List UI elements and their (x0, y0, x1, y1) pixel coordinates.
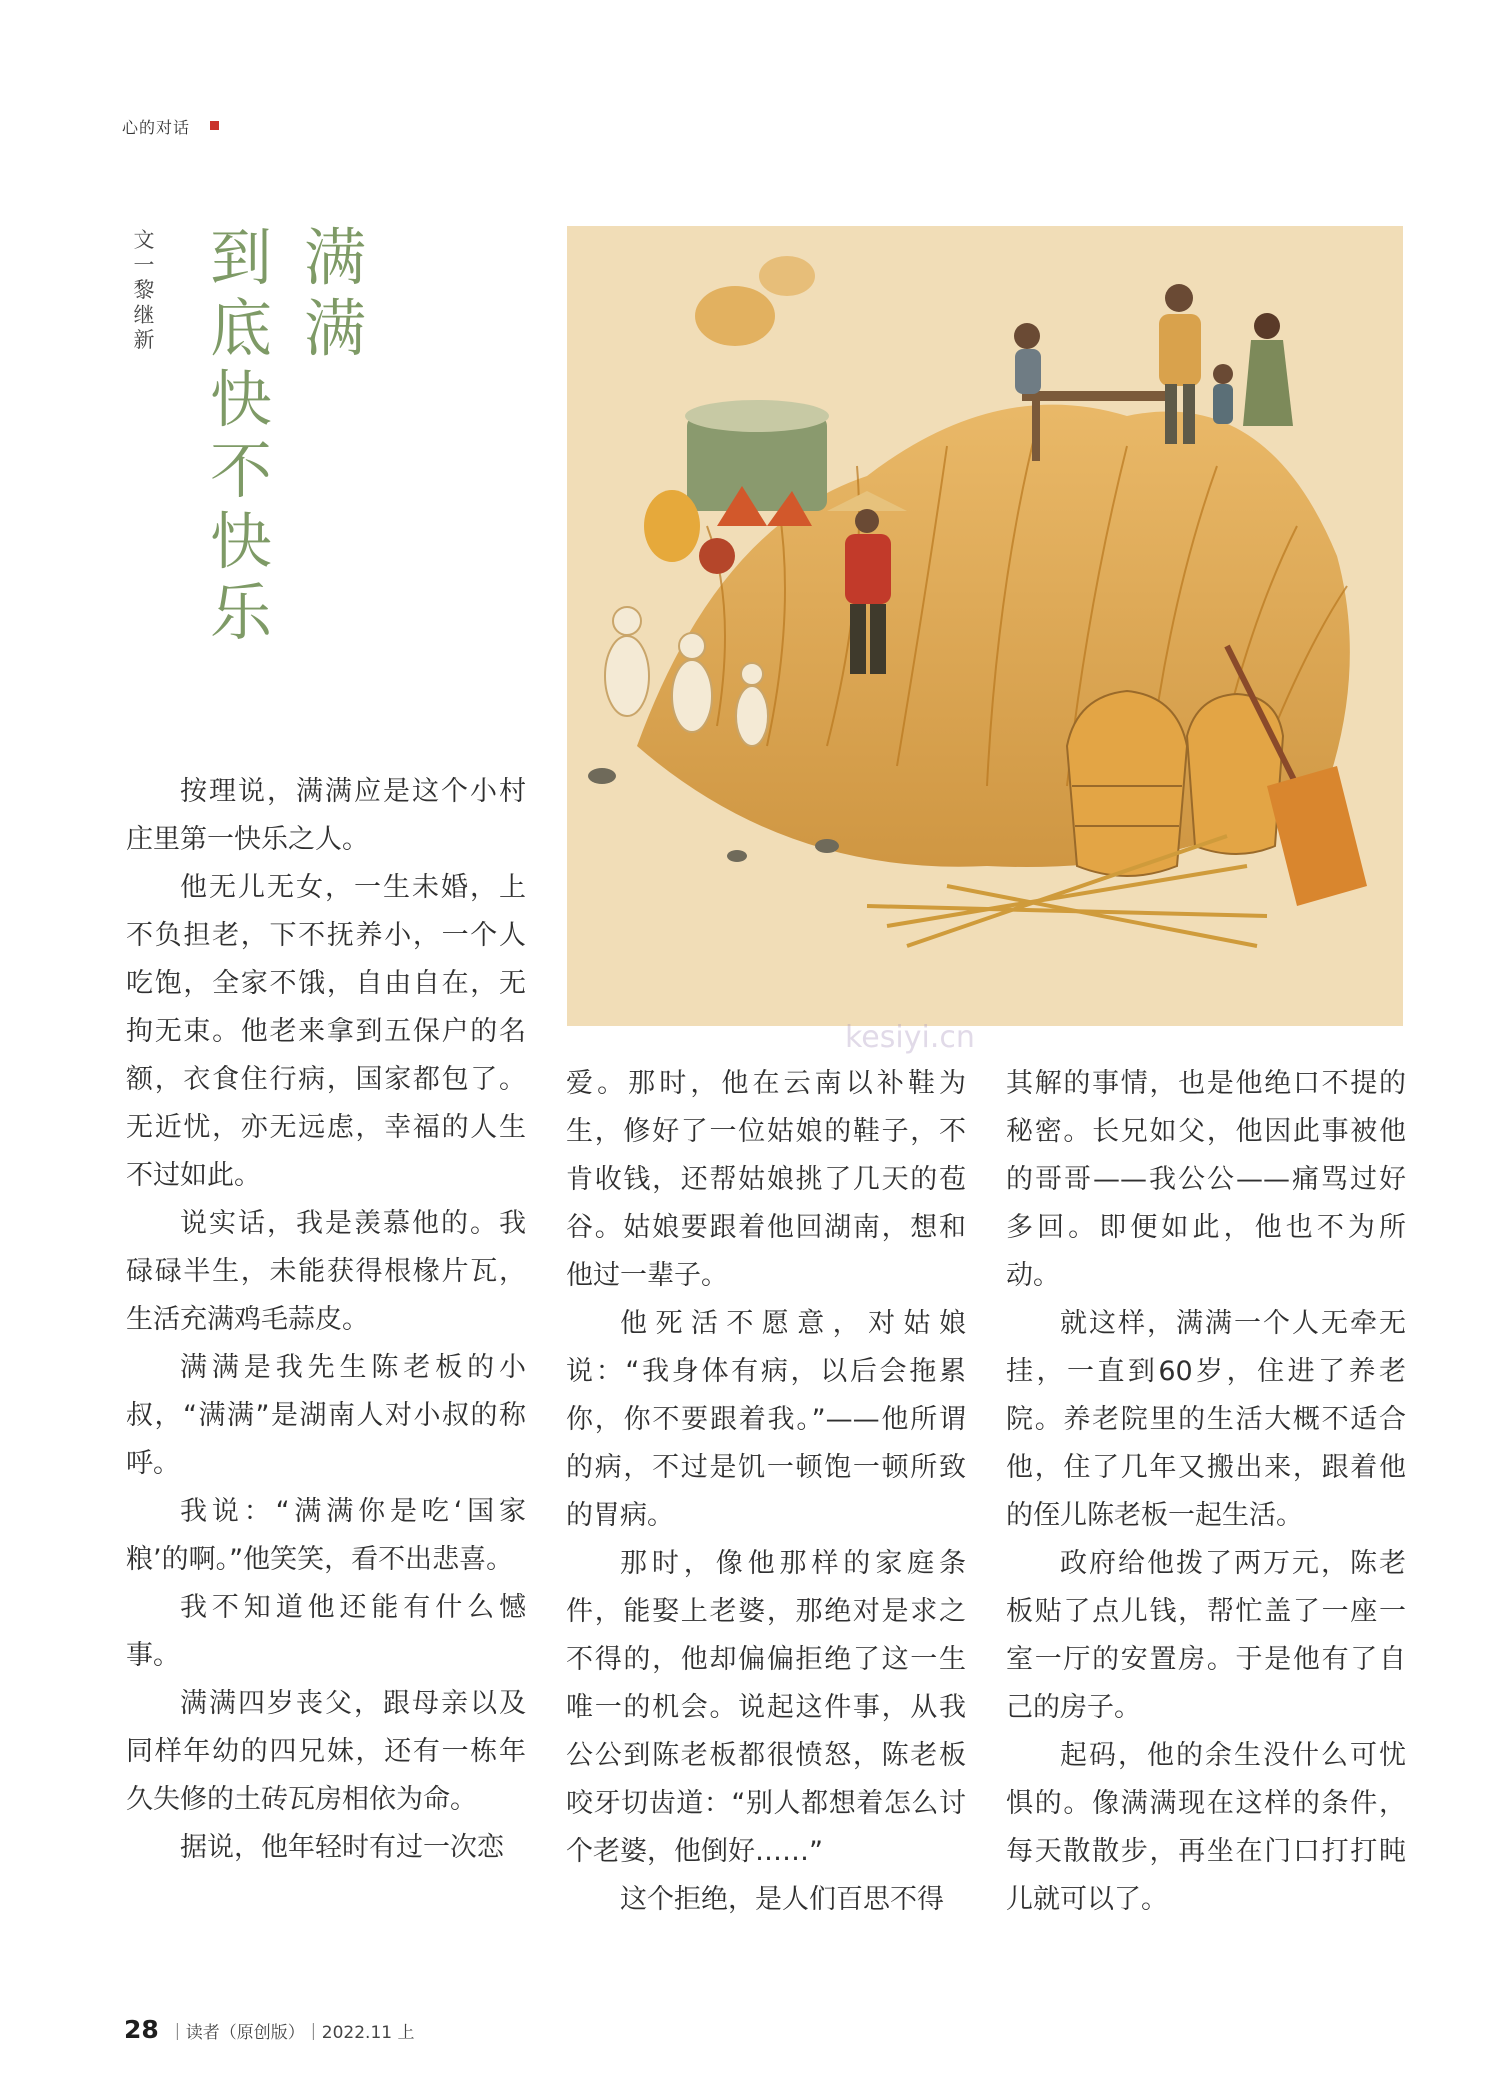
paragraph: 我说：“满满你是吃‘国家粮’的啊。”他笑笑，看不出悲喜。 (126, 1496, 526, 1575)
section-mark (210, 121, 219, 130)
paragraph: 他死活不愿意，对姑娘说：“我身体有病，以后会拖累你，你不要跟着我。”——他所谓的病，不过是饥一顿饱一顿所致的胃病。 (566, 1308, 966, 1531)
page-footer (124, 2015, 415, 2044)
paragraph: 满满是我先生陈老板的小叔，“满满”是湖南人对小叔的称呼。 (126, 1352, 526, 1479)
paragraph: 那时，像他那样的家庭条件，能娶上老婆，那绝对是求之不得的，他却偏偏拒绝了这一生唯一的机会。说起这件事，从我公公到陈老板都很愤怒，陈老板咬牙切齿道：“别人都想着怎么讨个老婆，他倒好……” (566, 1548, 966, 1867)
paragraph: 政府给他拨了两万元，陈老板贴了点儿钱，帮忙盖了一座一室一厅的安置房。于是他有了自己的房子。 (1006, 1548, 1406, 1723)
paragraph-continued: 其解的事情，也是他绝口不提的秘密。长兄如父，他因此事被他的哥哥——我公公——痛骂过好多回。即便如此，他也不为所动。 (1006, 1068, 1406, 1291)
paragraph: 按理说，满满应是这个小村庄里第一快乐之人。 (126, 776, 526, 855)
cooking-pot-icon (685, 400, 829, 526)
paragraph-continued: 爱。那时，他在云南以补鞋为生，修好了一位姑娘的鞋子，不肯收钱，还帮姑娘挑了几天的苞谷。姑娘要跟着他回湖南，想和他过一辈子。 (566, 1068, 966, 1291)
harvest-scene-illustration (567, 226, 1403, 1026)
article-illustration (567, 226, 1403, 1026)
paragraph: 满满四岁丧父，跟母亲以及同样年幼的四兄妹，还有一栋年久失修的土砖瓦房相依为命。 (126, 1688, 526, 1815)
paragraph: 说实话，我是羡慕他的。我碌碌半生，未能获得根椽片瓦，生活充满鸡毛蒜皮。 (126, 1208, 526, 1335)
watermark: kesiyi.cn (845, 1020, 975, 1055)
section-label: 心的对话 (122, 118, 191, 137)
paragraph: 这个拒绝，是人们百思不得 (620, 1884, 944, 1915)
article-column-1 (126, 768, 526, 1872)
title-line-1: 满满 (303, 221, 366, 365)
publication-info: ｜读者（原创版）｜2022.11 上 (168, 2023, 415, 2043)
paragraph: 我不知道他还能有什么憾事。 (126, 1592, 526, 1671)
page-number: 28 (124, 2015, 159, 2044)
title-line-2: 到底快不快乐 (209, 221, 272, 649)
paragraph: 起码，他的余生没什么可忧惧的。像满满现在这样的条件，每天散散步，再坐在门口打打盹儿就可以了。 (1006, 1740, 1406, 1915)
author-byline: 文一黎继新 (133, 228, 155, 352)
basket-icons (1067, 691, 1283, 876)
paragraph: 据说，他年轻时有过一次恋 (180, 1832, 504, 1863)
paragraph: 他无儿无女，一生未婚，上不负担老，下不抚养小，一个人吃饱，全家不饿，自由自在，无拘无束。他老来拿到五保户的名额，衣食住行病，国家都包了。无近忧，亦无远虑，幸福的人生不过如此。 (126, 872, 526, 1191)
article-column-3 (1006, 1060, 1406, 1924)
paragraph: 就这样，满满一个人无牵无挂，一直到60岁，住进了养老院。养老院里的生活大概不适合他，住了几年又搬出来，跟着他的侄儿陈老板一起生活。 (1006, 1308, 1406, 1531)
article-column-2 (566, 1060, 966, 1924)
